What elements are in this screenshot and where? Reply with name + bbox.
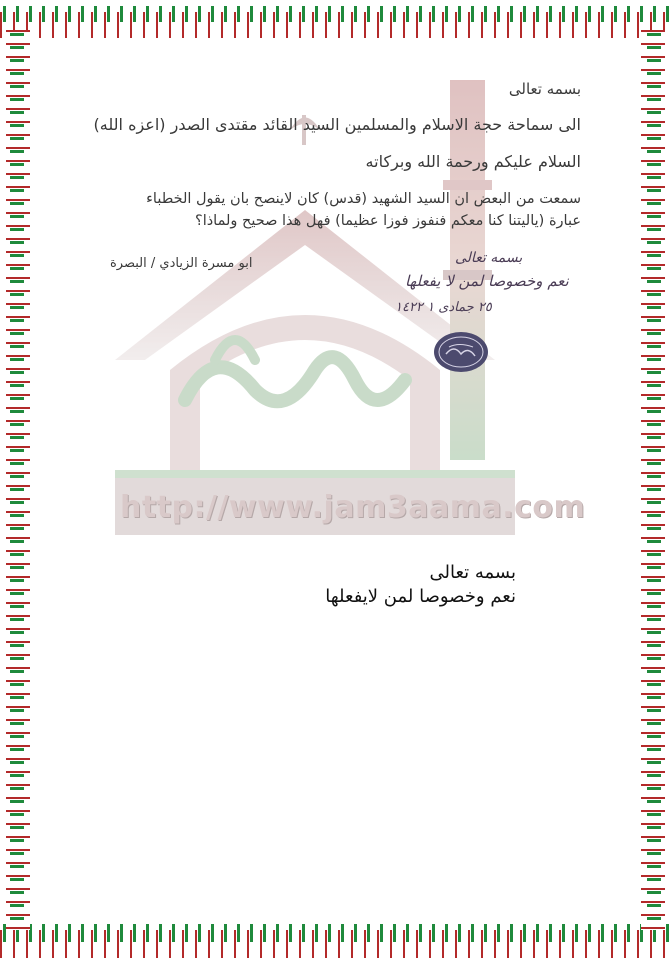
question-opening: بسمه تعالى — [508, 80, 581, 98]
official-seal-stamp — [432, 330, 490, 374]
decorative-border-right — [635, 30, 671, 930]
handwritten-answer: نعم وخصوصا لمن لا يفعلها — [405, 272, 569, 290]
handwritten-opening: بسمه تعالى — [455, 250, 523, 266]
decorative-border-left — [0, 30, 36, 930]
answer-opening: بسمه تعالى — [429, 562, 516, 583]
answer-text: نعم وخصوصا لمن لايفعلها — [325, 586, 516, 607]
handwritten-date: ٢٥ جمادى ١ ١٤٢٢ — [395, 300, 492, 315]
question-addressee: الى سماحة حجة الاسلام والمسلمين السيد القائد مقتدى الصدر (اعزه الله) — [93, 115, 581, 134]
question-body: سمعت من البعض ان السيد الشهيد (قدس) كان لاينصح بان يقول الخطباء عبارة (ياليتنا كنا معكم فنفوز فوزا عظيما) فهل هذا صحيح ولماذا؟ — [146, 191, 581, 229]
decorative-border-top — [0, 0, 671, 42]
question-sender: ابو مسرة الزيادي / البصرة — [110, 256, 253, 271]
decorative-border-bottom — [0, 916, 671, 960]
question-greeting: السلام عليكم ورحمة الله وبركاته — [365, 152, 581, 171]
watermark-url: http://www.jam3aama.com — [120, 490, 586, 525]
